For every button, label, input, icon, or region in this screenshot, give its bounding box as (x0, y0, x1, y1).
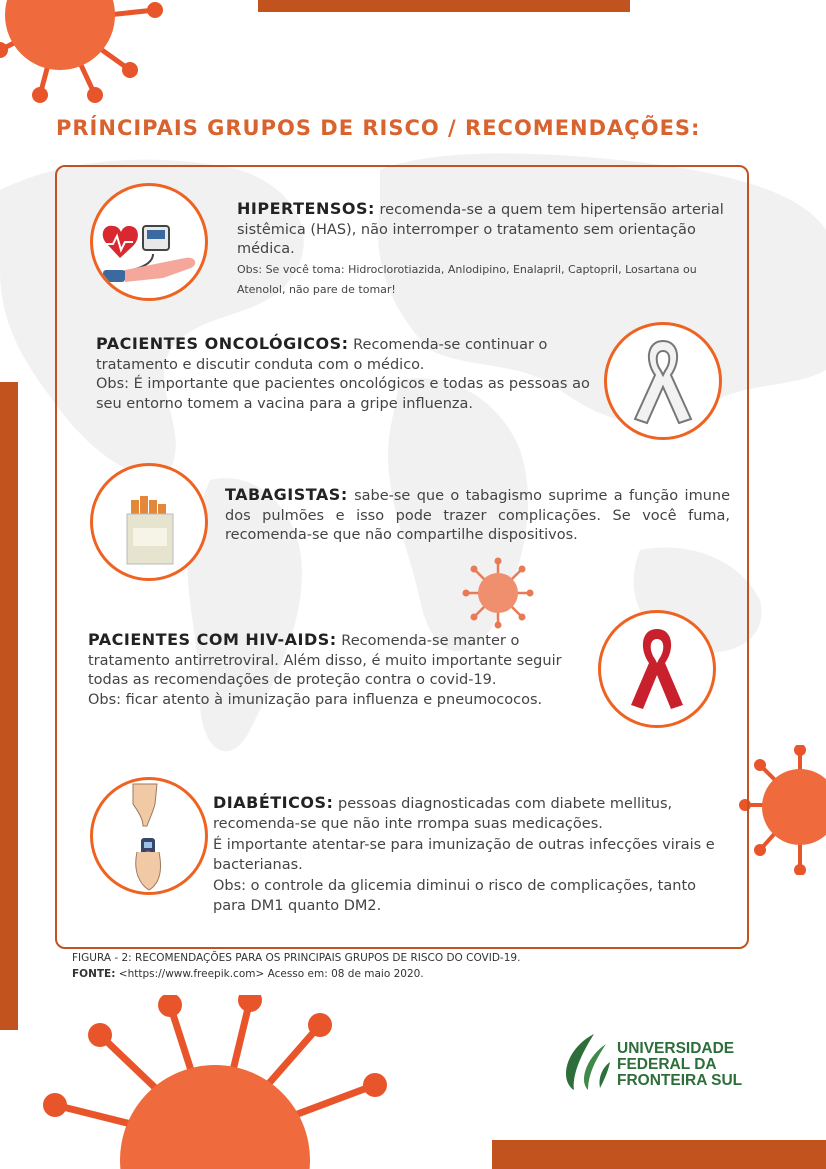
blood-pressure-monitor-icon (93, 186, 205, 298)
section-body: Recomenda-se manter o tratamento antirretroviral. Além disso, é muito importante seguir todas as recomendações de proteção contra o covid-19. (88, 633, 562, 688)
section-body: sabe-se que o tabagismo suprime a função imune dos pulmões e isso pode trazer complicações. Se você fuma, recomenda-se que não compartilhe dispositivos. (225, 488, 730, 543)
section-obs: Obs: É importante que pacientes oncológicos e todas as pessoas ao seu entorno tomem a vacina para a gripe influenza. (96, 376, 590, 412)
section-smokers (225, 485, 730, 546)
virus-icon (0, 0, 180, 110)
figure-caption: FIGURA - 2: RECOMENDAÇÕES PARA OS PRINCIPAIS GRUPOS DE RISCO DO COVID-19. (72, 952, 521, 964)
section-diabetes (213, 793, 723, 916)
diabetes-illustration (90, 777, 208, 895)
source-label: FONTE: (72, 968, 116, 980)
logo-line-2: FEDERAL DA (617, 1056, 717, 1073)
university-logo-text (617, 1041, 742, 1089)
logo-line-3: FRONTEIRA SUL (617, 1072, 743, 1089)
section-obs: Obs: Se você toma: Hidroclorotiazida, Anlodipino, Enalapril, Captopril, Losartana ou Atenolol, não pare de tomar! (237, 262, 697, 296)
logo-line-1: UNIVERSIDADE (617, 1040, 735, 1057)
source-caption (72, 968, 424, 980)
glucometer-icon (93, 780, 205, 892)
smokers-illustration (90, 463, 208, 581)
virus-icon (40, 995, 390, 1169)
oncology-illustration (604, 322, 722, 440)
section-body: pessoas diagnosticadas com diabete mellitus, recomenda-se que não inte rrompa suas medicações. (213, 796, 673, 832)
hiv-illustration (598, 610, 716, 728)
source-text: <https://www.freepik.com> Acesso em: 08 de maio 2020. (118, 968, 424, 980)
awareness-ribbon-icon (607, 325, 719, 437)
section-obs: Obs: o controle da glicemia diminui o risco de complicações, tanto para DM1 quanto DM2. (213, 878, 696, 914)
red-ribbon-icon (601, 613, 713, 725)
section-heading: PACIENTES ONCOLÓGICOS: (96, 334, 349, 353)
page-title: PRÍNCIPAIS GRUPOS DE RISCO / RECOMENDAÇÕES: (56, 116, 701, 140)
section-heading: DIABÉTICOS: (213, 793, 334, 812)
section-note: É importante atentar-se para imunização de outras infecções virais e bacterianas. (213, 837, 715, 873)
section-obs: Obs: ficar atento à imunização para influenza e pneumococos. (88, 691, 543, 708)
university-logo-icon (560, 1032, 612, 1092)
section-hypertension (237, 199, 732, 300)
cigarette-pack-icon (93, 466, 205, 578)
hypertension-illustration (90, 183, 208, 301)
bottom-accent-bar (492, 1140, 826, 1169)
section-heading: TABAGISTAS: (225, 485, 348, 504)
section-heading: HIPERTENSOS: (237, 199, 375, 218)
section-body: Recomenda-se continuar o tratamento e discutir conduta com o médico. (96, 337, 548, 373)
section-body: recomenda-se a quem tem hipertensão arterial sistêmica (HAS), não interromper o tratamento sem orientação médica. (237, 202, 724, 257)
left-accent-bar (0, 382, 18, 1030)
section-heading: PACIENTES COM HIV-AIDS: (88, 630, 337, 649)
section-oncology (96, 334, 594, 414)
section-hiv-aids (88, 630, 586, 710)
top-accent-bar (258, 0, 630, 12)
